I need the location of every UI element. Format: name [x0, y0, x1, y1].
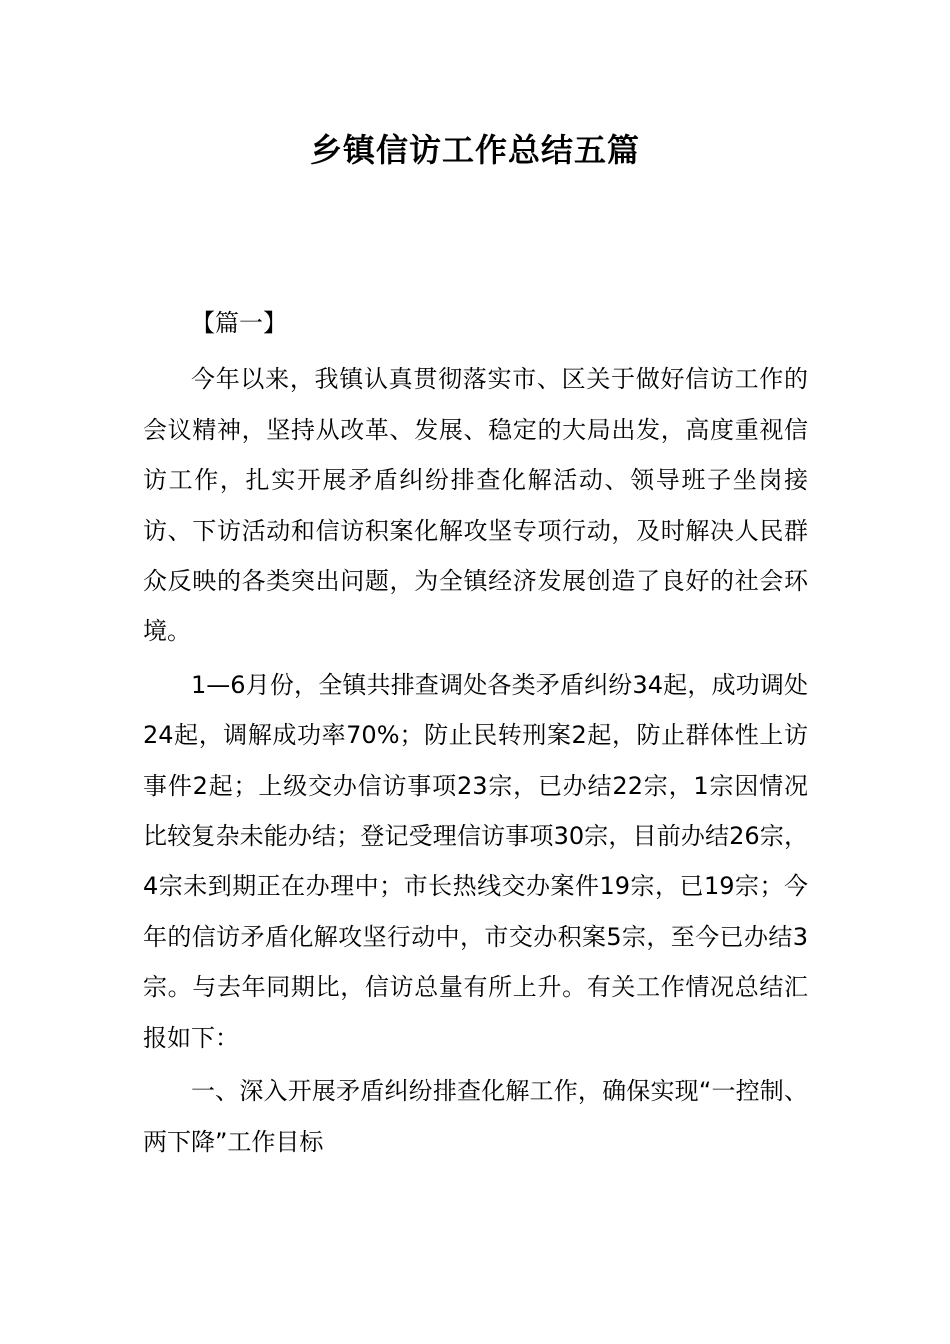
paragraph-intro: 今年以来，我镇认真贯彻落实市、区关于做好信访工作的会议精神，坚持从改革、发展、稳定的大局出发，高度重视信访工作，扎实开展矛盾纠纷排查化解活动、领导班子坐岗接访、下访活动和信访积案化解攻坚专项行动，及时解决人民群众反映的各类突出问题，为全镇经济发展创造了良好的社会环境。 — [143, 365, 808, 646]
paragraph-section-heading: 一、深入开展矛盾纠纷排查化解工作，确保实现“一控制、两下降”工作目标 — [143, 1077, 808, 1156]
document-title: 乡镇信访工作总结五篇 — [309, 131, 640, 169]
paragraph-statistics: 1—6月份，全镇共排查调处各类矛盾纠纷34起，成功调处24起，调解成功率70%；防止民转刑案2起，防止群体性上访事件2起；上级交办信访事项23宗，已办结22宗，1宗因情况比较复杂未能办结；登记受理信访事项30宗，目前办结26宗，4宗未到期正在办理中；市长热线交办案件19宗，已19宗；今年的信访矛盾化解攻坚行动中，市交办积案5宗，至今已办结3宗。与去年同期比，信访总量有所上升。有关工作情况总结汇报如下： — [143, 670, 808, 1052]
document-body — [143, 298, 808, 1167]
section-label: 【篇一】 — [191, 309, 287, 337]
